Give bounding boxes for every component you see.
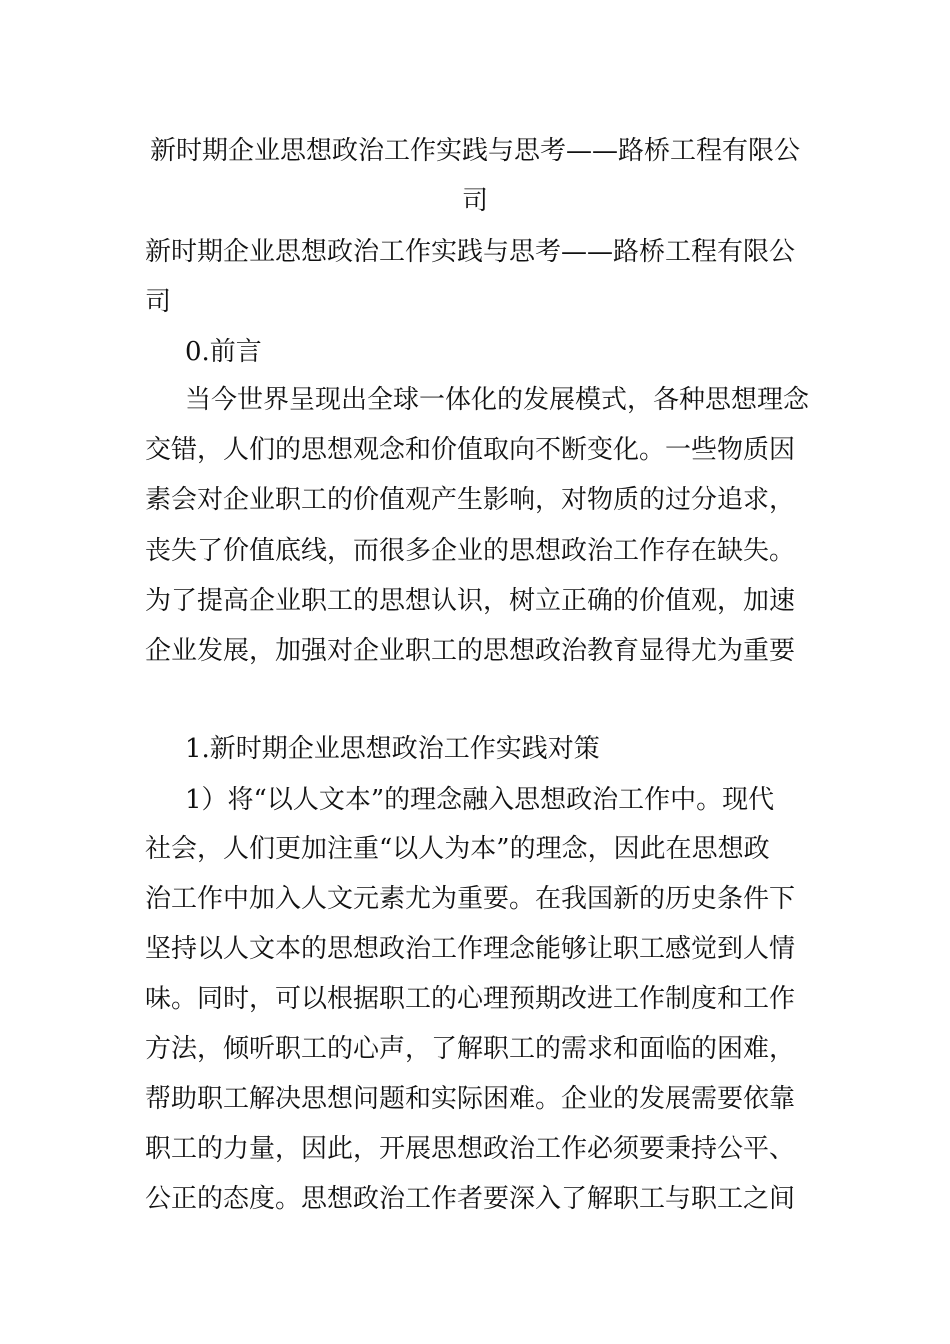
subtitle-line-2: 司 xyxy=(145,287,172,317)
paragraph-line: 交错，人们的思想观念和价值取向不断变化。一些物质因 xyxy=(145,435,796,465)
paragraph-line: 当今世界呈现出全球一体化的发展模式，各种思想理念 xyxy=(185,385,810,415)
section-heading-practice: 1.新时期企业思想政治工作实践对策 xyxy=(185,734,600,764)
paragraph-line: 社会，人们更加注重“以人为本”的理念，因此在思想政 xyxy=(145,834,770,864)
paragraph-line: 治工作中加入人文元素尤为重要。在我国新的历史条件下 xyxy=(145,884,796,914)
section-heading-preface: 0.前言 xyxy=(185,337,262,367)
paragraph-line: 1）将“以人文本”的理念融入思想政治工作中。现代 xyxy=(185,785,775,815)
paragraph-line: 方法，倾听职工的心声，了解职工的需求和面临的困难， xyxy=(145,1034,796,1064)
paragraph-line: 职工的力量，因此，开展思想政治工作必须要秉持公平、 xyxy=(145,1134,796,1164)
paragraph-line: 丧失了价值底线，而很多企业的思想政治工作存在缺失。 xyxy=(145,536,796,566)
paragraph-line: 公正的态度。思想政治工作者要深入了解职工与职工之间 xyxy=(145,1184,796,1214)
document-title-line-1: 新时期企业思想政治工作实践与思考——路桥工程有限公 xyxy=(149,136,800,166)
paragraph-line: 坚持以人文本的思想政治工作理念能够让职工感觉到人情 xyxy=(145,934,796,964)
paragraph-line: 帮助职工解决思想问题和实际困难。企业的发展需要依靠 xyxy=(145,1084,796,1114)
subtitle-line-1: 新时期企业思想政治工作实践与思考——路桥工程有限公 xyxy=(145,237,796,267)
paragraph-line: 为了提高企业职工的思想认识，树立正确的价值观，加速 xyxy=(145,586,796,616)
paragraph-line: 素会对企业职工的价值观产生影响，对物质的过分追求， xyxy=(145,485,796,515)
paragraph-line: 企业发展，加强对企业职工的思想政治教育显得尤为重要 xyxy=(145,636,796,666)
document-title-line-2: 司 xyxy=(461,186,488,216)
paragraph-line: 味。同时，可以根据职工的心理预期改进工作制度和工作 xyxy=(145,984,796,1014)
